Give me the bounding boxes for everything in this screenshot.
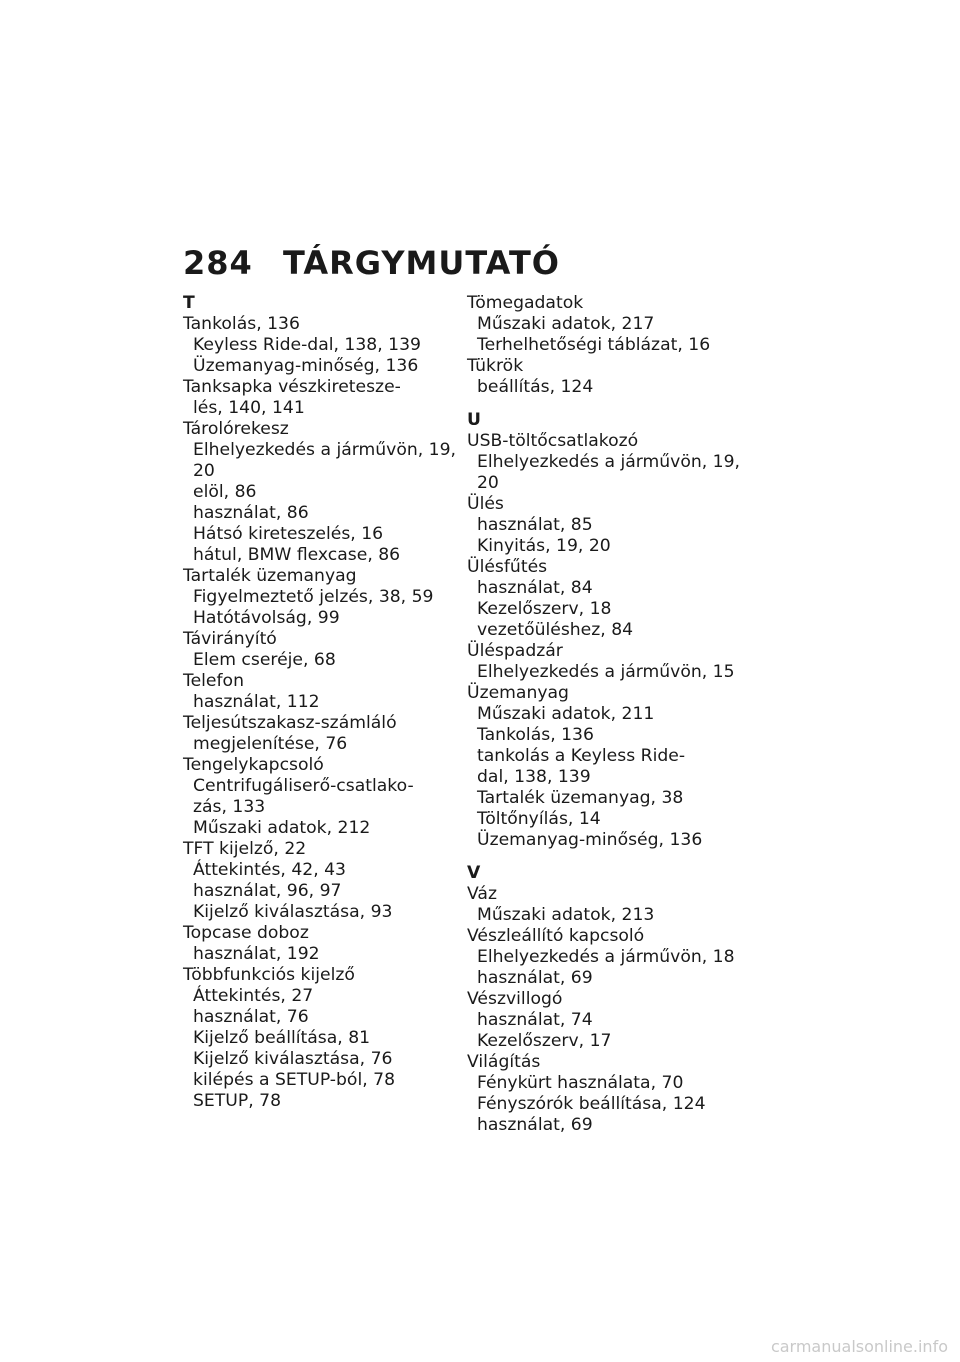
index-subentry: használat, 85 <box>477 515 593 535</box>
index-subentry: Terhelhetőségi táblázat, 16 <box>477 335 711 355</box>
index-subentry: Fényszórók beállítása, 124 <box>477 1094 706 1114</box>
index-entry: Világítás <box>467 1052 541 1072</box>
index-subentry: Fénykürt használata, 70 <box>477 1073 684 1093</box>
index-subentry: Műszaki adatok, 211 <box>477 704 655 724</box>
index-subentry: kilépés a SETUP-ból, 78 <box>193 1070 396 1090</box>
index-entry: USB-töltőcsatlakozó <box>467 431 639 451</box>
index-subentry: 20 <box>193 461 215 481</box>
index-subentry: Kijelző kiválasztása, 93 <box>193 902 393 922</box>
index-subentry: Kijelző kiválasztása, 76 <box>193 1049 393 1069</box>
index-column-right <box>467 293 742 1136</box>
index-subentry: Kinyitás, 19, 20 <box>477 536 611 556</box>
index-subentry: Kijelző beállítása, 81 <box>193 1028 371 1048</box>
index-entry: Vészleállító kapcsoló <box>467 926 645 946</box>
index-entry: Váz <box>467 884 497 904</box>
index-subentry: megjelenítése, 76 <box>193 734 348 754</box>
index-subentry: Elhelyezkedés a járművön, 19, <box>193 440 457 460</box>
index-subentry: használat, 69 <box>477 968 593 988</box>
index-subentry: használat, 74 <box>477 1010 593 1030</box>
index-subentry: Elhelyezkedés a járművön, 19, <box>477 452 741 472</box>
index-entry: Topcase doboz <box>183 923 309 943</box>
index-entry: Ülés <box>467 494 504 514</box>
index-subentry: Elhelyezkedés a járművön, 18 <box>477 947 735 967</box>
index-subentry: Hatótávolság, 99 <box>193 608 340 628</box>
index-subentry: Üzemanyag-minőség, 136 <box>193 356 419 376</box>
index-subentry: Áttekintés, 42, 43 <box>193 860 346 880</box>
index-entry: Tankolás, 136 <box>183 314 300 334</box>
index-subentry: 20 <box>477 473 499 493</box>
index-entry: Vészvillogó <box>467 989 563 1009</box>
index-subentry: Üzemanyag-minőség, 136 <box>477 830 703 850</box>
index-column-left <box>183 293 458 1112</box>
index-entry: Többfunkciós kijelző <box>183 965 355 985</box>
index-entry: Tömegadatok <box>467 293 584 313</box>
index-subentry: használat, 96, 97 <box>193 881 342 901</box>
index-subentry: dal, 138, 139 <box>477 767 591 787</box>
index-entry: Tanksapka vészkiretesze- <box>183 377 401 397</box>
index-entry: Távirányító <box>183 629 277 649</box>
index-entry: Tükrök <box>467 356 524 376</box>
index-subentry: Töltőnyílás, 14 <box>477 809 601 829</box>
index-subentry: Elem cseréje, 68 <box>193 650 336 670</box>
index-subentry: Kezelőszerv, 17 <box>477 1031 612 1051</box>
index-subentry: Hátsó kireteszelés, 16 <box>193 524 384 544</box>
index-subentry: beállítás, 124 <box>477 377 594 397</box>
index-entry: TFT kijelző, 22 <box>183 839 307 859</box>
index-subentry: lés, 140, 141 <box>193 398 305 418</box>
index-entry: Teljesútszakasz-számláló <box>183 713 397 733</box>
index-entry: Tengelykapcsoló <box>183 755 324 775</box>
index-subentry: Műszaki adatok, 213 <box>477 905 655 925</box>
index-subentry: elöl, 86 <box>193 482 257 502</box>
index-subentry: SETUP, 78 <box>193 1091 282 1111</box>
index-letter: U <box>467 410 481 430</box>
page-header <box>183 244 560 282</box>
index-subentry: Tankolás, 136 <box>477 725 594 745</box>
index-entry: Üléspadzár <box>467 641 563 661</box>
index-subentry: Áttekintés, 27 <box>193 986 314 1006</box>
index-subentry: Kezelőszerv, 18 <box>477 599 612 619</box>
index-entry: Tartalék üzemanyag <box>183 566 357 586</box>
index-subentry: hátul, BMW flexcase, 86 <box>193 545 401 565</box>
index-letter: V <box>467 863 481 883</box>
index-subentry: Figyelmeztető jelzés, 38, 59 <box>193 587 434 607</box>
page-number: 284 <box>183 244 253 282</box>
index-subentry: Elhelyezkedés a járművön, 15 <box>477 662 735 682</box>
index-subentry: vezetőüléshez, 84 <box>477 620 634 640</box>
page-title: TÁRGYMUTATÓ <box>283 244 560 282</box>
index-entry: Telefon <box>183 671 244 691</box>
index-entry: Üzemanyag <box>467 683 569 703</box>
index-subentry: Tartalék üzemanyag, 38 <box>477 788 684 808</box>
watermark: carmanualsonline.info <box>770 1337 948 1356</box>
index-subentry: zás, 133 <box>193 797 266 817</box>
index-subentry: használat, 69 <box>477 1115 593 1135</box>
index-subentry: Műszaki adatok, 217 <box>477 314 655 334</box>
index-letter: T <box>183 293 195 313</box>
index-entry: Tárolórekesz <box>183 419 289 439</box>
index-subentry: használat, 76 <box>193 1007 309 1027</box>
index-subentry: használat, 112 <box>193 692 320 712</box>
index-subentry: használat, 84 <box>477 578 593 598</box>
index-subentry: Műszaki adatok, 212 <box>193 818 371 838</box>
index-subentry: használat, 192 <box>193 944 320 964</box>
index-subentry: használat, 86 <box>193 503 309 523</box>
index-subentry: Centrifugáliserő-csatlako- <box>193 776 414 796</box>
index-subentry: Keyless Ride-dal, 138, 139 <box>193 335 421 355</box>
index-entry: Ülésfűtés <box>467 557 548 577</box>
index-subentry: tankolás a Keyless Ride- <box>477 746 686 766</box>
